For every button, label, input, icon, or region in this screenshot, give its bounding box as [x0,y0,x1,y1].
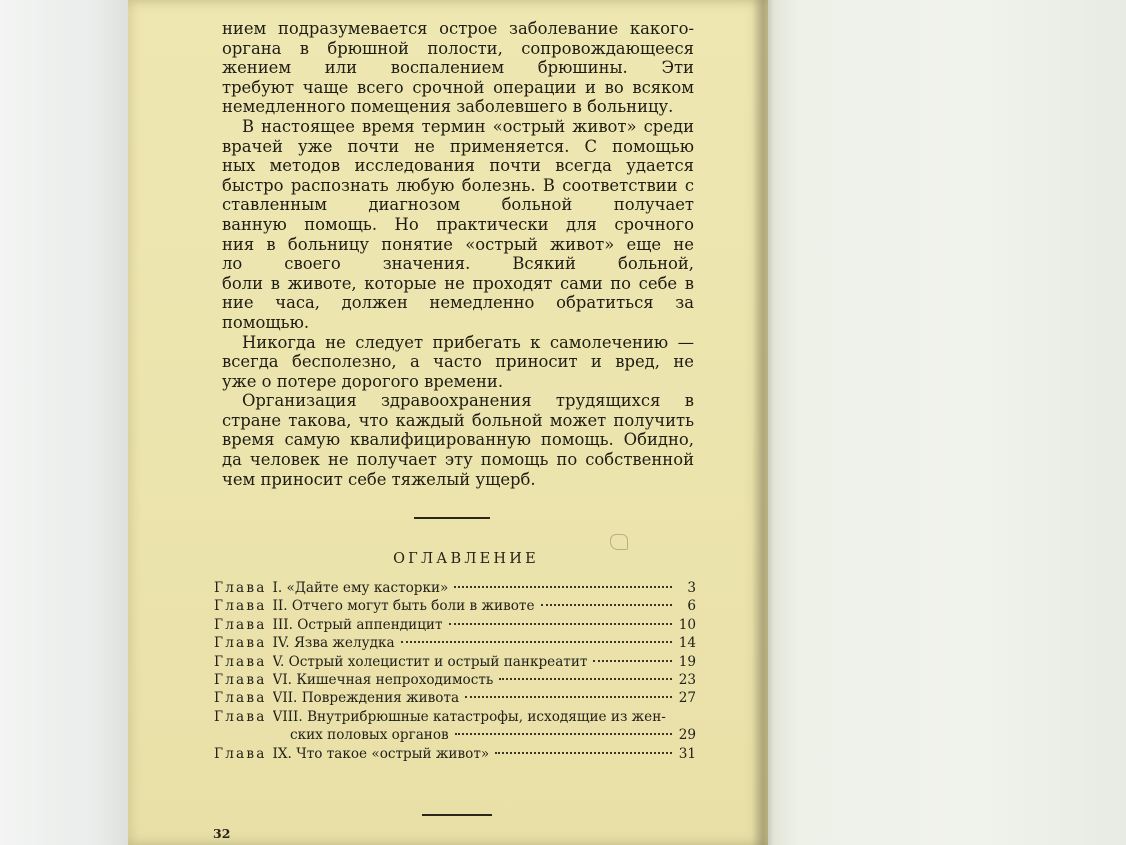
text-line: да человек не получает эту помощь по собственной [222,450,694,470]
toc-page-number: 3 [687,580,696,596]
text-line: боли в животе, которые не проходят сами по себе в [222,273,694,293]
toc-title: IX. Что такое «острый живот» [272,745,490,762]
text-line: ванную помощь. Но практически для срочного [222,214,694,234]
text-line: ния в больницу понятие «острый живот» еще не [222,234,694,254]
text-line: чем приносит себе тяжелый ущерб. [222,469,536,489]
toc-title: ских половых органов [290,727,449,744]
toc-chapter-label: Глава [214,635,267,652]
text-line: нием подразумевается острое заболевание какого- [222,19,694,38]
page-number: 32 [213,826,231,841]
toc-chapter-label: Глава [214,653,267,670]
text-line: стране такова, что каждый больной может получить [222,410,694,430]
toc-leader [455,733,672,735]
toc-title: VII. Повреждения живота [272,690,460,707]
text-line: уже о потере дорогого времени. [222,371,504,391]
text-line: время самую квалифицированную помощь. Обидно, [222,430,694,450]
text-line: требуют чаще всего срочной операции и во всяком [222,77,694,97]
toc-item [214,598,696,616]
toc-chapter-label: Глава [214,580,267,596]
text-line: органа в брюшной полости, сопровождающееся [222,38,694,58]
text-line: помощью. [222,312,310,332]
toc-leader [495,752,672,754]
toc-page-number: 23 [678,671,696,688]
toc-page-number: 14 [678,635,696,652]
text-line: жением или воспалением брюшины. Эти [222,58,694,78]
text-line: ных методов исследования почти всегда удается [222,156,694,176]
toc-chapter-label: Глава [214,616,267,633]
toc-leader [593,660,672,662]
toc-page-number: 31 [678,745,696,762]
toc-chapter-label: Глава [214,745,267,762]
toc-leader [465,696,672,698]
pencil-mark [610,534,628,550]
toc-chapter-label: Глава [214,671,267,688]
toc-leader [541,604,673,606]
text-line: В настоящее время термин «острый живот» среди [242,116,694,136]
right-page [763,0,1126,845]
toc-item [214,709,696,727]
text-line: быстро распознать любую болезнь. В соответствии с [222,175,694,195]
toc-leader [401,641,672,643]
toc-title: VI. Кишечная непроходимость [272,671,494,688]
toc-leader [499,678,672,680]
toc-heading: ОГЛАВЛЕНИЕ [393,551,539,567]
toc-title: VIII. Внутрибрюшные катастрофы, исходящие из жен- [272,708,666,725]
text-line: ние часа, должен немедленно обратиться за [222,293,694,313]
toc-title: V. Острый холецистит и острый панкреатит [272,653,588,670]
text-line: Никогда не следует прибегать к самолечению — [242,332,694,352]
text-line: немедленного помещения заболевшего в больницу. [222,97,674,117]
end-divider [422,814,492,816]
background-left [0,0,140,845]
toc-page-number: 19 [678,653,696,670]
toc-page-number: 29 [678,727,696,744]
toc-item [214,654,696,672]
toc-item [214,672,696,690]
toc-page-number: 27 [678,690,696,707]
text-line: врачей уже почти не применяется. С помощью [222,136,694,156]
text-line: Организация здравоохранения трудящихся в [242,391,694,411]
toc-leader [454,586,672,588]
toc-item [214,580,696,598]
toc-page-number: 10 [678,616,696,633]
section-divider [414,517,490,519]
text-line: ставленным диагнозом больной получает [222,195,694,215]
toc-item [214,617,696,635]
toc-title: III. Острый аппендицит [272,616,443,633]
toc-item [214,635,696,653]
toc-title: I. «Дайте ему касторки» [272,580,449,596]
toc-chapter-label: Глава [214,690,267,707]
toc-item [214,746,696,764]
toc-title: IV. Язва желудка [272,635,395,652]
toc-title: II. Отчего могут быть боли в животе [272,598,535,615]
toc-leader [449,623,672,625]
toc-page-number: 6 [687,598,696,615]
toc-chapter-label: Глава [214,708,267,725]
toc-item [214,727,696,745]
book-gutter [752,0,774,845]
toc-chapter-label: Глава [214,598,267,615]
body-text [222,19,694,489]
table-of-contents [214,580,696,764]
text-line: всегда бесполезно, а часто приносит и вред, не [222,352,694,372]
text-line: ло своего значения. Всякий больной, [222,254,694,274]
toc-item [214,690,696,708]
